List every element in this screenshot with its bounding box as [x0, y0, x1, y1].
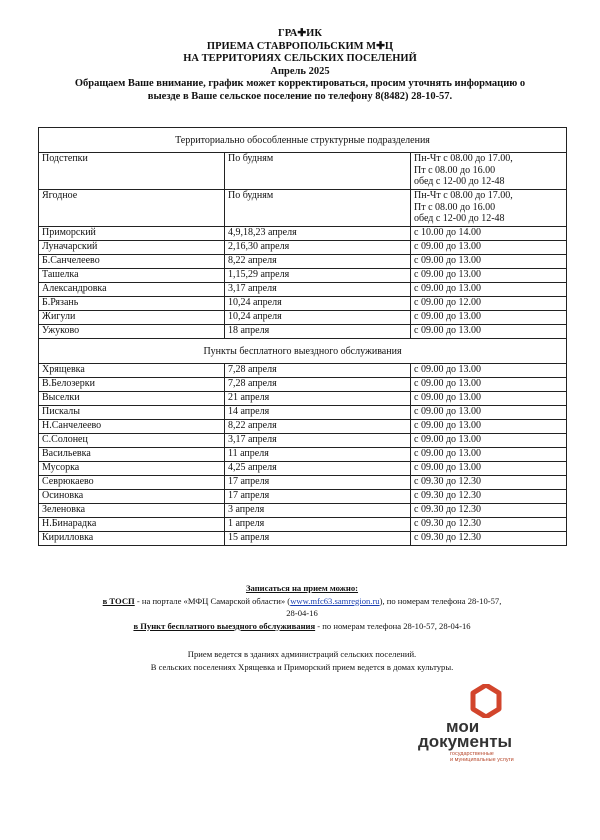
table-row: [39, 190, 567, 227]
place-cell: Ташелка: [39, 269, 225, 283]
table-row: [39, 153, 567, 190]
time-cell: с 09.00 до 13.00: [411, 311, 567, 325]
place-cell: Пискалы: [39, 406, 225, 420]
place-cell: Подстепки: [39, 153, 225, 190]
time-cell: с 09.00 до 13.00: [411, 406, 567, 420]
table-row: [39, 269, 567, 283]
moi-dokumenty-logo: [418, 684, 558, 764]
place-cell: Б.Санчелеево: [39, 255, 225, 269]
table-row: [39, 241, 567, 255]
time-cell: с 09.00 до 13.00: [411, 448, 567, 462]
place-cell: В.Белозерки: [39, 378, 225, 392]
place-cell: Жигули: [39, 311, 225, 325]
dates-cell: 7,28 апреля: [225, 364, 411, 378]
dates-cell: 1,15,29 апреля: [225, 269, 411, 283]
logo-word-dokumenty: документы: [418, 732, 513, 751]
logo-subtitle: [450, 751, 514, 763]
place-cell: Зеленовка: [39, 504, 225, 518]
dates-cell: 8,22 апреля: [225, 255, 411, 269]
dates-cell: 18 апреля: [225, 325, 411, 339]
table-row: [39, 325, 567, 339]
dates-cell: По будням: [225, 153, 411, 190]
dates-cell: 7,28 апреля: [225, 378, 411, 392]
schedule-table: [38, 127, 567, 546]
time-cell: с 09.00 до 13.00: [411, 462, 567, 476]
table-row: [39, 504, 567, 518]
place-cell: Выселки: [39, 392, 225, 406]
time-cell: [411, 153, 567, 190]
time-cell: с 09.00 до 13.00: [411, 241, 567, 255]
dates-cell: 3,17 апреля: [225, 283, 411, 297]
place-cell: Б.Рязань: [39, 297, 225, 311]
dates-cell: 14 апреля: [225, 406, 411, 420]
dates-cell: 11 апреля: [225, 448, 411, 462]
place-cell: Васильевка: [39, 448, 225, 462]
time-line: Пт с 08.00 до 16.00: [414, 201, 496, 213]
header-territory: НА ТЕРРИТОРИЯХ СЕЛЬСКИХ ПОСЕЛЕНИЙ: [183, 53, 417, 64]
table-row: [39, 476, 567, 490]
table-row: [39, 255, 567, 269]
time-line: обед с 12-00 до 12-48: [414, 213, 505, 224]
table-row: [39, 448, 567, 462]
table-row: [39, 406, 567, 420]
place-cell: Н.Бинарадка: [39, 518, 225, 532]
mfc-portal-link[interactable]: www.mfc63.samregion.ru: [290, 595, 380, 606]
point-label: в Пункт бесплатного выездного обслуживания: [133, 620, 316, 631]
signup-point: [38, 620, 566, 633]
time-cell: с 09.00 до 13.00: [411, 283, 567, 297]
document-header: [20, 28, 580, 103]
table-row: [39, 420, 567, 434]
table-row: [39, 378, 567, 392]
time-cell: с 09.30 до 12.30: [411, 532, 567, 546]
table-row: [39, 297, 567, 311]
time-cell: с 09.30 до 12.30: [411, 476, 567, 490]
time-cell: с 09.00 до 13.00: [411, 392, 567, 406]
dates-cell: 3,17 апреля: [225, 434, 411, 448]
dates-cell: 10,24 апреля: [225, 297, 411, 311]
time-line: Пт с 08.00 до 16.00: [414, 164, 496, 176]
table-row: [39, 283, 567, 297]
logo-mark-icon: [470, 684, 502, 718]
table-row: [39, 462, 567, 476]
logo-subtitle-line1: государственные: [450, 751, 494, 757]
table-row: [39, 311, 567, 325]
dates-cell: По будням: [225, 190, 411, 227]
time-cell: с 09.00 до 13.00: [411, 378, 567, 392]
place-cell: Луначарский: [39, 241, 225, 255]
logo-word-moi: мои: [446, 717, 480, 736]
time-cell: с 09.30 до 12.30: [411, 504, 567, 518]
signup-title: Записаться на прием можно:: [245, 583, 359, 593]
time-cell: с 09.00 до 13.00: [411, 420, 567, 434]
place-cell: Осиновка: [39, 490, 225, 504]
note-admin-buildings: Прием ведется в зданиях администраций сельских поселений.: [187, 649, 417, 659]
place-cell: Н.Санчелеево: [39, 420, 225, 434]
point-text: - по номерам телефона 28-10-57, 28-04-16: [315, 620, 471, 631]
dates-cell: 3 апреля: [225, 504, 411, 518]
dates-cell: 17 апреля: [225, 490, 411, 504]
dates-cell: 15 апреля: [225, 532, 411, 546]
time-cell: с 09.00 до 13.00: [411, 269, 567, 283]
dates-cell: 4,25 апреля: [225, 462, 411, 476]
place-cell: Ужуково: [39, 325, 225, 339]
dates-cell: 1 апреля: [225, 518, 411, 532]
header-notice-line1: Обращаем Ваше внимание, график может корректироваться, просим уточнять информацию о: [74, 78, 526, 89]
time-cell: с 10.00 до 14.00: [411, 227, 567, 241]
time-cell: с 09.30 до 12.30: [411, 490, 567, 504]
header-subtitle: ПРИЕМА СТАВРОПОЛЬСКИМ М✚Ц: [206, 40, 394, 52]
tosp-text-b: ), по номерам телефона 28-10-57,: [379, 595, 502, 606]
dates-cell: 10,24 апреля: [225, 311, 411, 325]
dates-cell: 8,22 апреля: [225, 420, 411, 434]
tosp-label: в ТОСП: [102, 595, 135, 606]
table-row: [39, 532, 567, 546]
table-row: [39, 434, 567, 448]
tosp-text-c: 28-04-16: [286, 608, 318, 618]
time-cell: с 09.00 до 13.00: [411, 325, 567, 339]
table-row: [39, 227, 567, 241]
document-footer: [38, 582, 566, 673]
place-cell: Ягодное: [39, 190, 225, 227]
table-row: [39, 392, 567, 406]
place-cell: Хрящевка: [39, 364, 225, 378]
place-cell: Мусорка: [39, 462, 225, 476]
time-cell: с 09.00 до 12.00: [411, 297, 567, 311]
time-line: обед с 12-00 до 12-48: [414, 176, 505, 187]
note-culture-houses: В сельских поселениях Хрящевка и Приморский прием ведется в домах культуры.: [150, 661, 454, 672]
time-cell: с 09.00 до 13.00: [411, 255, 567, 269]
section-title-mobile-points: Пункты бесплатного выездного обслуживания: [39, 339, 567, 364]
place-cell: Севрюкаево: [39, 476, 225, 490]
signup-tosp: [38, 595, 566, 608]
dates-cell: 17 апреля: [225, 476, 411, 490]
dates-cell: 4,9,18,23 апреля: [225, 227, 411, 241]
table-row: [39, 490, 567, 504]
header-title: ГРА✚ИК: [278, 28, 322, 39]
time-cell: с 09.00 до 13.00: [411, 364, 567, 378]
table-row: [39, 518, 567, 532]
place-cell: С.Солонец: [39, 434, 225, 448]
time-cell: с 09.00 до 13.00: [411, 434, 567, 448]
dates-cell: 21 апреля: [225, 392, 411, 406]
time-line: Пн-Чт с 08.00 до 17.00,: [414, 190, 513, 201]
time-line: Пн-Чт с 08.00 до 17.00,: [414, 153, 513, 164]
header-notice-line2: выезде в Ваше сельское поселение по телефону 8(8482) 28-10-57.: [147, 90, 453, 102]
place-cell: Кирилловка: [39, 532, 225, 546]
logo-subtitle-line2: и муниципальные услуги: [450, 757, 514, 763]
time-cell: [411, 190, 567, 227]
tosp-text-a: - на портале «МФЦ Самарской области» (: [134, 595, 291, 606]
time-cell: с 09.30 до 12.30: [411, 518, 567, 532]
table-row: [39, 364, 567, 378]
dates-cell: 2,16,30 апреля: [225, 241, 411, 255]
place-cell: Приморский: [39, 227, 225, 241]
header-month: Апрель 2025: [270, 65, 330, 77]
section-title-departments: Территориально обособленные структурные подразделения: [39, 128, 567, 153]
place-cell: Александровка: [39, 283, 225, 297]
